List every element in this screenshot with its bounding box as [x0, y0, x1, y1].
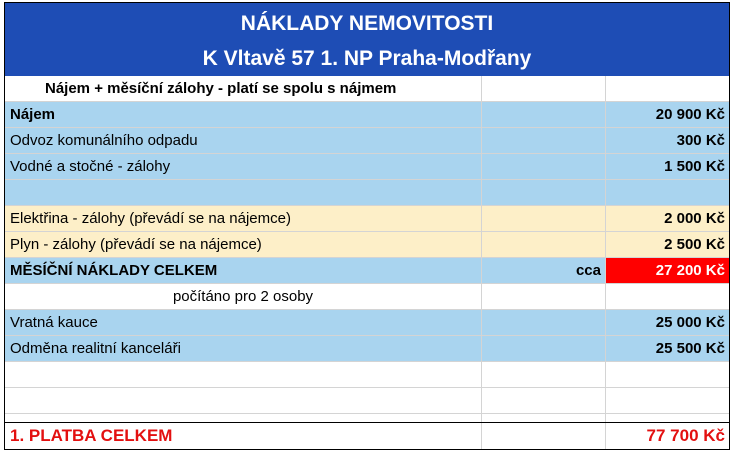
- row-value: 25 000 Kč: [605, 310, 729, 335]
- row-label: Odměna realitní kanceláři: [5, 336, 481, 361]
- monthly-total-row[interactable]: [5, 258, 729, 284]
- row-label: 1. PLATBA CELKEM: [10, 426, 173, 445]
- cell[interactable]: [481, 423, 605, 449]
- approx-label: cca: [481, 258, 605, 283]
- cell[interactable]: [5, 388, 481, 413]
- table-row-empty[interactable]: [5, 362, 729, 388]
- cell[interactable]: [481, 284, 605, 309]
- row-value: 300 Kč: [605, 128, 729, 153]
- cell[interactable]: [605, 76, 729, 101]
- title-block: [4, 2, 730, 76]
- cell: [481, 414, 605, 422]
- row-label: Elektřina - zálohy (převádí se na nájemce): [5, 206, 481, 231]
- spacer-row: [5, 414, 729, 422]
- row-value: 1 500 Kč: [605, 154, 729, 179]
- row-value: 25 500 Kč: [605, 336, 729, 361]
- row-label: Odvoz komunálního odpadu: [5, 128, 481, 153]
- table-row[interactable]: [5, 284, 729, 310]
- row-value: 2 000 Kč: [605, 206, 729, 231]
- table-row[interactable]: [5, 128, 729, 154]
- table-row[interactable]: [5, 336, 729, 362]
- cell[interactable]: [605, 388, 729, 413]
- cell[interactable]: [481, 232, 605, 257]
- cell[interactable]: [605, 284, 729, 309]
- cell[interactable]: [481, 128, 605, 153]
- row-label: Plyn - zálohy (převádí se na nájemce): [5, 232, 481, 257]
- note-text: Nájem + měsíční zálohy - platí se spolu s nájmem: [45, 80, 397, 97]
- cell: [605, 414, 729, 422]
- cell[interactable]: [481, 102, 605, 127]
- cell[interactable]: [605, 180, 729, 205]
- table-row-empty[interactable]: [5, 388, 729, 414]
- cell[interactable]: [5, 362, 481, 387]
- title-line-1: NÁKLADY NEMOVITOSTI: [240, 12, 494, 35]
- cell[interactable]: [481, 76, 605, 101]
- table-row[interactable]: [5, 154, 729, 180]
- row-value: 20 900 Kč: [605, 102, 729, 127]
- cell[interactable]: [481, 336, 605, 361]
- cell[interactable]: [481, 154, 605, 179]
- note-row[interactable]: [5, 76, 729, 102]
- cell[interactable]: [605, 362, 729, 387]
- cost-table: [4, 76, 730, 450]
- cell[interactable]: [5, 180, 481, 205]
- first-payment-row[interactable]: [5, 422, 729, 450]
- cell[interactable]: [481, 362, 605, 387]
- persons-note: počítáno pro 2 osoby: [172, 288, 314, 305]
- cell[interactable]: [481, 388, 605, 413]
- row-value: 2 500 Kč: [605, 232, 729, 257]
- row-label: Vratná kauce: [5, 310, 481, 335]
- row-label: Nájem: [5, 102, 481, 127]
- cell[interactable]: [481, 310, 605, 335]
- table-row[interactable]: [5, 310, 729, 336]
- table-row[interactable]: [5, 102, 729, 128]
- cell[interactable]: [481, 206, 605, 231]
- row-label: MĚSÍČNÍ NÁKLADY CELKEM: [5, 258, 481, 283]
- table-row-empty[interactable]: [5, 180, 729, 206]
- first-payment-value: 77 700 Kč: [605, 423, 729, 449]
- cell[interactable]: [481, 180, 605, 205]
- cell: [5, 414, 481, 422]
- row-label: Vodné a stočné - zálohy: [5, 154, 481, 179]
- table-row[interactable]: [5, 232, 729, 258]
- table-row[interactable]: [5, 206, 729, 232]
- title-line-2: K Vltavě 57 1. NP Praha-Modřany: [202, 47, 532, 70]
- monthly-total-value: 27 200 Kč: [605, 258, 729, 283]
